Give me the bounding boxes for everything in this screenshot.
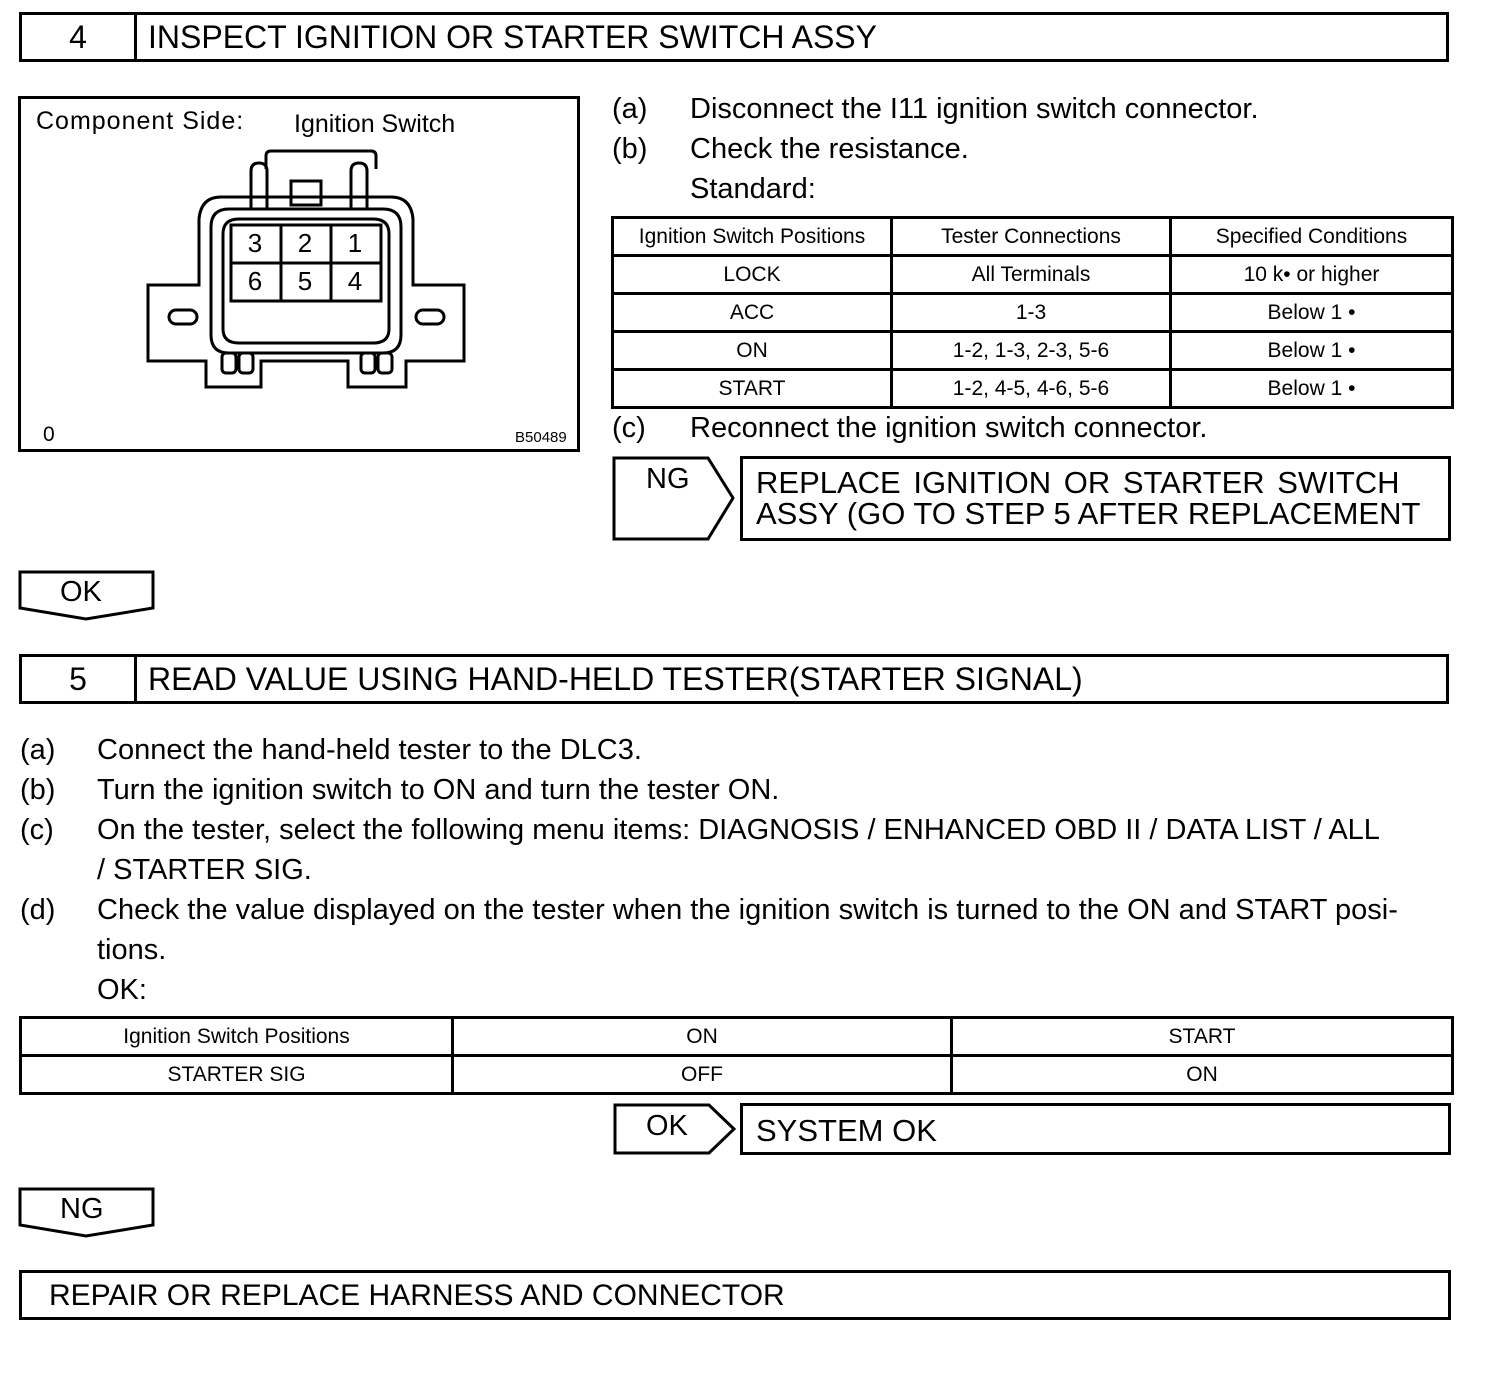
step4-text-c: Reconnect the ignition switch connector. [690, 412, 1208, 444]
step5-text-c-continued: / STARTER SIG. [97, 854, 312, 886]
step5-ng-label: NG [60, 1193, 104, 1225]
step4-standard-label: Standard: [690, 173, 816, 205]
figure-id: B50489 [515, 429, 567, 446]
pin-6: 6 [247, 266, 263, 296]
table-cell: OFF [453, 1056, 952, 1094]
step4-text-b: Check the resistance. [690, 133, 969, 165]
table-cell: Below 1 • [1171, 370, 1453, 408]
step5-text-c: On the tester, select the following menu items: DIAGNOSIS / ENHANCED OBD II / DATA LIST / ALL [97, 814, 1380, 846]
step4-label-c: (c) [612, 412, 646, 444]
step4-ng-result-line1: REPLACE IGNITION OR STARTER SWITCH [756, 465, 1400, 500]
step5-ng-result: REPAIR OR REPLACE HARNESS AND CONNECTOR [49, 1279, 785, 1312]
connector-figure [18, 96, 580, 452]
step5-header [19, 654, 1449, 704]
table-cell: START [613, 370, 892, 408]
table-header-cell: Tester Connections [892, 218, 1171, 256]
table-cell: ON [613, 332, 892, 370]
component-name-label: Ignition Switch [294, 110, 456, 138]
step5-ok-result-box [740, 1103, 1451, 1155]
step5-label-c: (c) [20, 814, 54, 846]
pin-2: 2 [297, 228, 313, 258]
table-header-cell: Ignition Switch Positions [21, 1018, 453, 1056]
table-cell: 1-2, 4-5, 4-6, 5-6 [892, 370, 1171, 408]
step5-title: READ VALUE USING HAND-HELD TESTER(STARTER SIGNAL) [148, 661, 1083, 697]
table-header-cell: Ignition Switch Positions [613, 218, 892, 256]
pin-3: 3 [247, 228, 263, 258]
step5-ng-result-box [19, 1270, 1451, 1320]
pin-1: 1 [347, 228, 363, 258]
starter-signal-table [19, 1016, 1454, 1095]
step4-ok-label: OK [60, 576, 102, 608]
table-cell: 10 k• or higher [1171, 256, 1453, 294]
step4-label-a: (a) [612, 93, 648, 125]
table-cell: ON [952, 1056, 1453, 1094]
table-cell: All Terminals [892, 256, 1171, 294]
table-cell: Below 1 • [1171, 332, 1453, 370]
table-cell: 1-2, 1-3, 2-3, 5-6 [892, 332, 1171, 370]
step5-label-a: (a) [20, 734, 56, 766]
table-header-row [613, 218, 1453, 256]
table-row [613, 256, 1453, 294]
table-cell: LOCK [613, 256, 892, 294]
pin-4: 4 [347, 266, 363, 296]
step4-ng-result-box [740, 456, 1451, 541]
table-header-cell: START [952, 1018, 1453, 1056]
step5-text-a: Connect the hand-held tester to the DLC3. [97, 734, 642, 766]
table-cell: ACC [613, 294, 892, 332]
step5-number: 5 [22, 657, 137, 701]
table-row [613, 294, 1453, 332]
step5-ok-label: OK [646, 1110, 688, 1142]
table-row [613, 370, 1453, 408]
pin-5: 5 [297, 266, 313, 296]
table-row [21, 1056, 1453, 1094]
figure-corner-label: 0 [43, 423, 55, 446]
step5-text-d-continued: tions. [97, 934, 167, 966]
step4-ng-label: NG [646, 463, 690, 495]
table-cell: STARTER SIG [21, 1056, 453, 1094]
table-header-row [21, 1018, 1453, 1056]
step4-number: 4 [22, 15, 137, 59]
step5-ok-result: SYSTEM OK [756, 1113, 937, 1148]
table-cell: Below 1 • [1171, 294, 1453, 332]
table-row [613, 332, 1453, 370]
table-header-cell: Specified Conditions [1171, 218, 1453, 256]
step4-title: INSPECT IGNITION OR STARTER SWITCH ASSY [148, 19, 877, 55]
step4-label-b: (b) [612, 133, 648, 165]
step4-text-a: Disconnect the I11 ignition switch connector. [690, 93, 1259, 125]
table-header-cell: ON [453, 1018, 952, 1056]
step5-ok-standard-label: OK: [97, 974, 147, 1006]
step4-header [19, 12, 1449, 62]
step5-text-b: Turn the ignition switch to ON and turn the tester ON. [97, 774, 780, 806]
resistance-spec-table [611, 216, 1454, 409]
component-side-label: Component Side: [36, 107, 245, 135]
table-cell: 1-3 [892, 294, 1171, 332]
step5-label-b: (b) [20, 774, 56, 806]
step5-label-d: (d) [20, 894, 56, 926]
step5-text-d: Check the value displayed on the tester when the ignition switch is turned to the ON and START posi- [97, 894, 1398, 926]
step4-ng-result-line2: ASSY (GO TO STEP 5 AFTER REPLACEMENT [756, 496, 1421, 531]
